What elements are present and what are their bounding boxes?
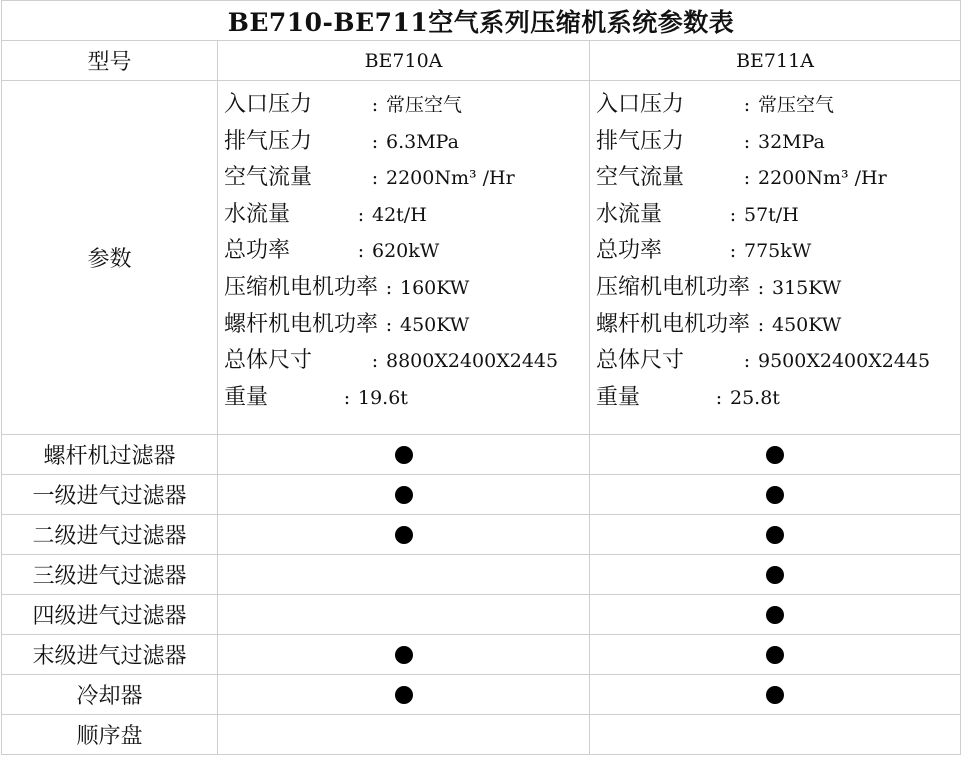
feature-label: 三级进气过滤器 bbox=[2, 555, 218, 595]
param-colon: : bbox=[743, 167, 751, 190]
param-line bbox=[224, 124, 589, 161]
filled-circle-icon bbox=[395, 486, 413, 504]
filled-circle-icon bbox=[395, 446, 413, 464]
feature-row bbox=[2, 515, 961, 555]
param-colon: : bbox=[743, 94, 751, 116]
filled-circle-icon bbox=[766, 686, 784, 704]
param-value: 2200Nm³ /Hr bbox=[758, 167, 887, 190]
feature-be710a-cell bbox=[218, 475, 590, 515]
feature-be711a-cell bbox=[590, 715, 961, 755]
feature-be711a-cell bbox=[590, 555, 961, 595]
feature-label: 冷却器 bbox=[2, 675, 218, 715]
param-label: 入口压力 bbox=[596, 92, 685, 117]
params-be710a bbox=[218, 81, 590, 435]
param-label: 排气压力 bbox=[596, 128, 685, 154]
param-line bbox=[224, 307, 589, 344]
param-label: 螺杆机电机功率 bbox=[596, 311, 751, 337]
table-title: BE710-BE711空气系列压缩机系统参数表 bbox=[2, 1, 961, 41]
param-value: 19.6t bbox=[358, 386, 408, 409]
filled-circle-icon bbox=[395, 686, 413, 704]
param-line bbox=[596, 197, 960, 234]
param-line bbox=[596, 380, 960, 417]
param-line bbox=[224, 270, 589, 307]
feature-be710a-cell bbox=[218, 515, 590, 555]
param-colon: : bbox=[371, 94, 379, 116]
param-value: 160KW bbox=[400, 276, 470, 299]
feature-row bbox=[2, 595, 961, 635]
param-colon: : bbox=[371, 350, 379, 373]
param-colon: : bbox=[357, 203, 365, 226]
param-line bbox=[224, 343, 589, 380]
param-value: 常压空气 bbox=[386, 94, 463, 116]
feature-row bbox=[2, 555, 961, 595]
param-line bbox=[224, 197, 589, 234]
param-value: 2200Nm³ /Hr bbox=[386, 167, 515, 190]
param-value: 32MPa bbox=[758, 130, 825, 153]
param-label: 水流量 bbox=[596, 201, 663, 227]
feature-be710a-cell bbox=[218, 435, 590, 475]
param-label: 总体尺寸 bbox=[596, 348, 685, 374]
param-label: 总体尺寸 bbox=[224, 348, 313, 374]
model-be710a: BE710A bbox=[218, 41, 590, 81]
param-colon: : bbox=[385, 313, 393, 336]
feature-label: 顺序盘 bbox=[2, 715, 218, 755]
param-line bbox=[596, 87, 960, 124]
feature-row bbox=[2, 435, 961, 475]
param-label: 重量 bbox=[224, 384, 269, 410]
param-value: 8800X2400X2445 bbox=[386, 350, 559, 373]
param-value: 620kW bbox=[372, 240, 440, 263]
filled-circle-icon bbox=[766, 606, 784, 624]
feature-be710a-cell bbox=[218, 635, 590, 675]
model-row bbox=[2, 41, 961, 81]
param-value: 450KW bbox=[772, 313, 842, 336]
param-colon: : bbox=[757, 313, 765, 336]
param-value: 25.8t bbox=[730, 386, 780, 409]
params-row bbox=[2, 81, 961, 435]
feature-label: 螺杆机过滤器 bbox=[2, 435, 218, 475]
spec-table bbox=[1, 0, 961, 755]
param-label: 入口压力 bbox=[224, 92, 313, 117]
param-colon: : bbox=[743, 350, 751, 373]
param-label: 排气压力 bbox=[224, 128, 313, 154]
feature-be711a-cell bbox=[590, 595, 961, 635]
param-label: 压缩机电机功率 bbox=[224, 274, 379, 300]
param-colon: : bbox=[357, 240, 365, 263]
param-colon: : bbox=[729, 203, 737, 226]
feature-be710a-cell bbox=[218, 555, 590, 595]
param-label: 空气流量 bbox=[224, 165, 313, 191]
feature-be711a-cell bbox=[590, 435, 961, 475]
param-value: 450KW bbox=[400, 313, 470, 336]
param-value: 57t/H bbox=[744, 203, 799, 226]
feature-row bbox=[2, 635, 961, 675]
param-line bbox=[596, 270, 960, 307]
feature-be711a-cell bbox=[590, 515, 961, 555]
param-label: 总功率 bbox=[596, 238, 663, 264]
param-value: 常压空气 bbox=[758, 94, 835, 116]
param-line bbox=[596, 124, 960, 161]
param-colon: : bbox=[743, 130, 751, 153]
param-value: 9500X2400X2445 bbox=[758, 350, 931, 373]
feature-be711a-cell bbox=[590, 635, 961, 675]
param-colon: : bbox=[385, 276, 393, 299]
param-value: 6.3MPa bbox=[386, 130, 459, 153]
param-colon: : bbox=[371, 130, 379, 153]
param-colon: : bbox=[729, 240, 737, 263]
feature-be711a-cell bbox=[590, 675, 961, 715]
param-line bbox=[596, 233, 960, 270]
param-line bbox=[224, 380, 589, 417]
param-label: 重量 bbox=[596, 384, 641, 410]
filled-circle-icon bbox=[395, 646, 413, 664]
filled-circle-icon bbox=[766, 526, 784, 544]
param-colon: : bbox=[371, 167, 379, 190]
model-be711a: BE711A bbox=[590, 41, 961, 81]
param-line bbox=[596, 307, 960, 344]
param-label: 总功率 bbox=[224, 238, 291, 264]
feature-row bbox=[2, 675, 961, 715]
filled-circle-icon bbox=[766, 486, 784, 504]
feature-row bbox=[2, 715, 961, 755]
param-value: 315KW bbox=[772, 276, 842, 299]
feature-label: 二级进气过滤器 bbox=[2, 515, 218, 555]
filled-circle-icon bbox=[766, 566, 784, 584]
param-line bbox=[596, 343, 960, 380]
param-value: 42t/H bbox=[372, 203, 427, 226]
param-label: 空气流量 bbox=[596, 165, 685, 191]
param-label: 螺杆机电机功率 bbox=[224, 311, 379, 337]
param-colon: : bbox=[343, 386, 351, 409]
params-label: 参数 bbox=[2, 81, 218, 435]
param-colon: : bbox=[757, 276, 765, 299]
param-line bbox=[224, 87, 589, 124]
param-label: 水流量 bbox=[224, 201, 291, 227]
param-value: 775kW bbox=[744, 240, 812, 263]
param-line bbox=[224, 233, 589, 270]
filled-circle-icon bbox=[766, 446, 784, 464]
feature-row bbox=[2, 475, 961, 515]
filled-circle-icon bbox=[766, 646, 784, 664]
feature-be710a-cell bbox=[218, 675, 590, 715]
param-line bbox=[224, 160, 589, 197]
feature-label: 一级进气过滤器 bbox=[2, 475, 218, 515]
params-be711a bbox=[590, 81, 961, 435]
param-label: 压缩机电机功率 bbox=[596, 274, 751, 300]
param-colon: : bbox=[715, 386, 723, 409]
feature-label: 四级进气过滤器 bbox=[2, 595, 218, 635]
feature-label: 末级进气过滤器 bbox=[2, 635, 218, 675]
filled-circle-icon bbox=[395, 526, 413, 544]
param-line bbox=[596, 160, 960, 197]
feature-be711a-cell bbox=[590, 475, 961, 515]
feature-be710a-cell bbox=[218, 715, 590, 755]
feature-be710a-cell bbox=[218, 595, 590, 635]
model-label: 型号 bbox=[2, 41, 218, 81]
